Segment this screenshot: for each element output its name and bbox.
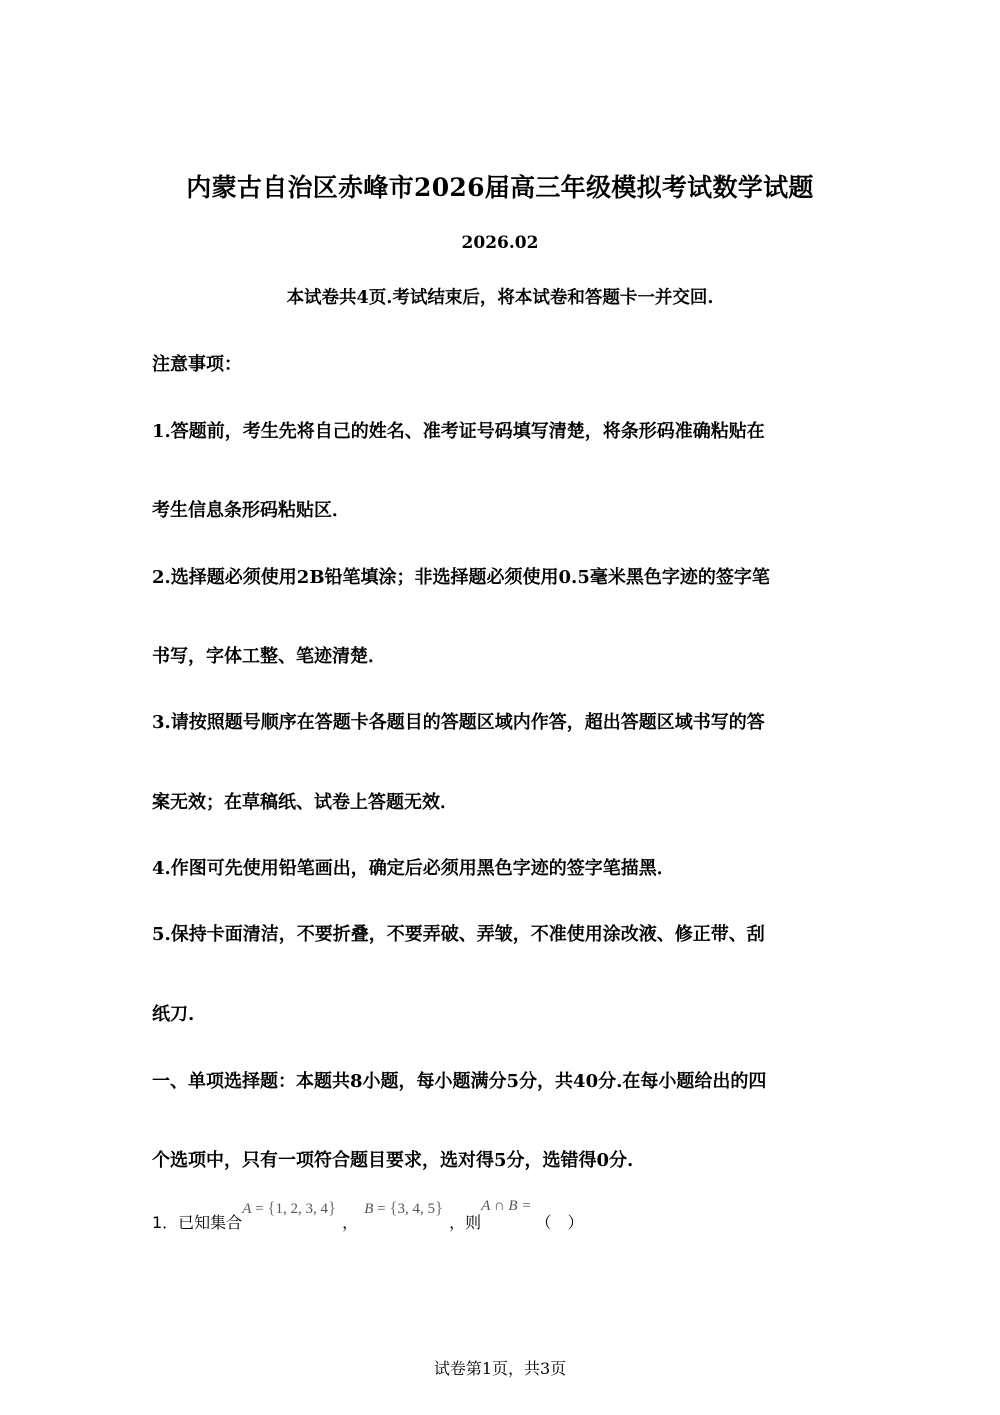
notice-heading: 注意事项： — [152, 354, 242, 375]
right-brace-icon: } — [328, 1198, 337, 1217]
notice-line: 1.答题前，考生先将自己的姓名、准考证号码填写清楚，将条形码准确粘贴在 — [152, 421, 765, 442]
page-footer: 试卷第1页，共3页 — [433, 1359, 567, 1378]
notice-line: 案无效；在草稿纸、试卷上答题无效． — [152, 792, 458, 813]
section-heading-cont: 个选项中，只有一项符合题目要求，选对得5分，选错得0分. — [152, 1150, 634, 1171]
separator: ，则 — [449, 1213, 482, 1232]
exam-date: 2026.02 — [461, 233, 539, 253]
notice-line: 3.请按照题号顺序在答题卡各题目的答题区域内作答，超出答题区域书写的答 — [152, 712, 765, 733]
notice-line: 5.保持卡面清洁，不要折叠，不要弄破、弄皱，不准使用涂改液、修正带、刮 — [152, 924, 765, 945]
question-prefix: 1．已知集合 — [152, 1213, 243, 1232]
set-a-elements: 1, 2, 3, 4 — [275, 1201, 328, 1217]
set-b-name: B — [364, 1201, 374, 1217]
left-brace-icon: { — [389, 1198, 398, 1217]
set-b-eq: = — [373, 1201, 390, 1217]
set-a-eq: = — [251, 1201, 268, 1217]
notice-line: 书写，字体工整、笔迹清楚． — [152, 646, 386, 667]
set-a-name: A — [242, 1201, 252, 1217]
intersection-formula: A ∩ B = — [481, 1198, 532, 1214]
notice-line: 2.选择题必须使用2B铅笔填涂；非选择题必须使用0.5毫米黑色字迹的签字笔 — [152, 567, 770, 588]
set-b-elements: 3, 4, 5 — [397, 1201, 435, 1217]
notice-line: 纸刀. — [152, 1004, 195, 1025]
separator: ， — [342, 1213, 359, 1232]
notice-line: 4.作图可先使用铅笔画出，确定后必须用黑色字迹的签字笔描黑． — [152, 858, 675, 879]
section-heading: 一、单项选择题：本题共8小题，每小题满分5分，共40分.在每小题给出的四 — [152, 1071, 767, 1092]
intro-text: 本试卷共4页.考试结束后，将本试卷和答题卡一并交回. — [286, 288, 714, 308]
notice-line: 考生信息条形码粘贴区． — [152, 500, 350, 521]
set-a-formula — [242, 1198, 336, 1218]
right-brace-icon: } — [435, 1198, 444, 1217]
set-b-formula — [364, 1198, 443, 1218]
answer-blank: （ ） — [535, 1213, 584, 1232]
page-title: 内蒙古自治区赤峰市2026届高三年级模拟考试数学试题 — [186, 173, 814, 202]
question-1 — [152, 1198, 584, 1233]
left-brace-icon: { — [267, 1198, 276, 1217]
